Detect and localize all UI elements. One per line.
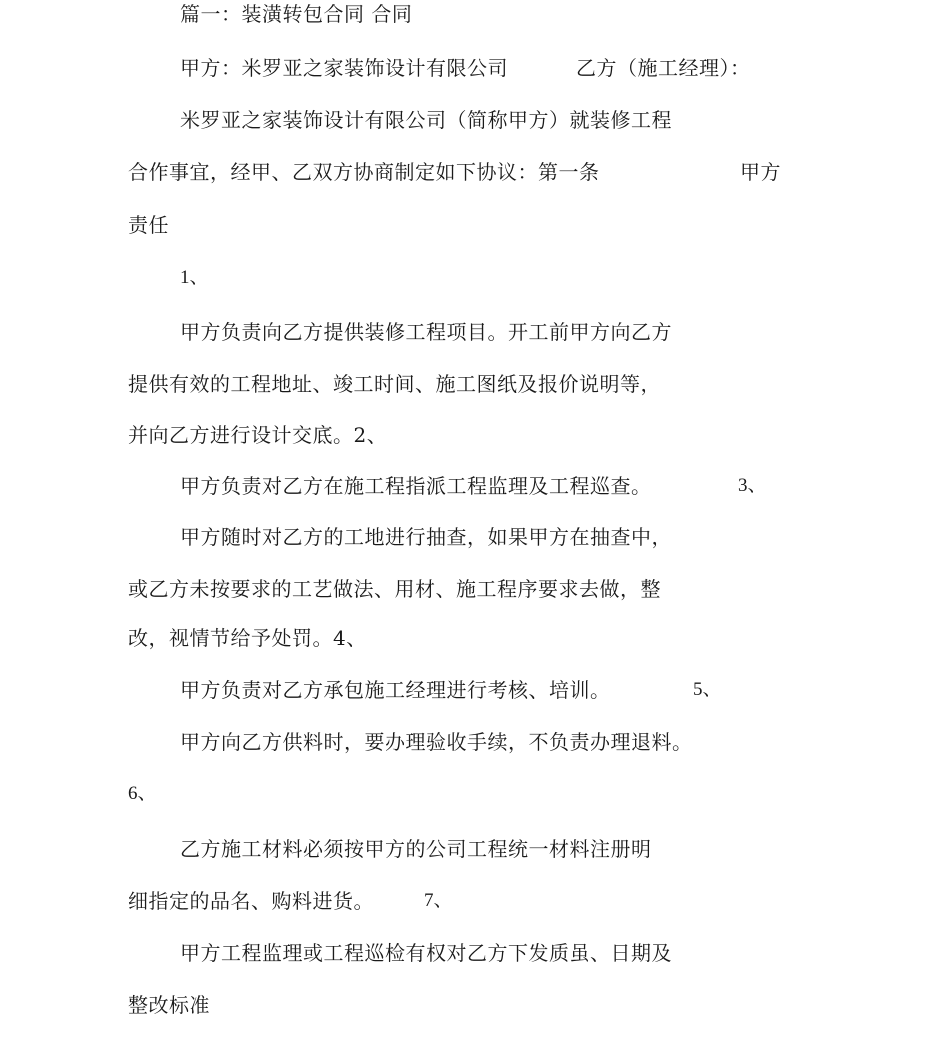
item-1-line-2: 提供有效的工程地址、竣工时间、施工图纸及报价说明等， [128,372,661,396]
document-title: 篇一：装潢转包合同 合同 [180,2,413,26]
item-6-number: 6、 [128,783,157,804]
intro-paragraph-line-2: 合作事宜，经甲、乙双方协商制定如下协议：第一条 [128,160,600,184]
item-5-number: 5、 [693,679,722,700]
item-1-number: 1、 [180,267,209,288]
intro-paragraph-line-1: 米罗亚之家装饰设计有限公司（简称甲方）就装修工程 [180,108,672,132]
item-3-number: 3、 [738,475,767,496]
item-6-line-2: 细指定的品名、购料进货。 [128,889,374,913]
item-7-number: 7、 [424,890,453,911]
item-3-line-3: 改，视情节给予处罚。4、 [128,626,367,650]
item-3-line-1: 甲方随时对乙方的工地进行抽查，如果甲方在抽查中， [180,525,672,549]
item-4-line: 甲方负责对乙方承包施工经理进行考核、培训。 [180,678,611,702]
intro-paragraph-line-2-right: 甲方 [740,160,781,184]
item-6-line-1: 乙方施工材料必须按甲方的公司工程统一材料注册明 [180,837,652,861]
item-3-line-2: 或乙方未按要求的工艺做法、用材、施工程序要求去做，整 [128,577,661,601]
party-b-line: 乙方（施工经理）： [576,56,751,80]
party-a-line: 甲方：米罗亚之家装饰设计有限公司 [180,56,508,80]
intro-paragraph-line-3: 责任 [128,213,169,237]
item-1-line-3: 并向乙方进行设计交底。2、 [128,423,388,447]
item-1-line-1: 甲方负责向乙方提供装修工程项目。开工前甲方向乙方 [180,320,672,344]
item-2-line: 甲方负责对乙方在施工程指派工程监理及工程巡查。 [180,474,652,498]
item-7-line-2: 整改标准 [128,993,210,1017]
item-5-line: 甲方向乙方供料时，要办理验收手续，不负责办理退料。 [180,730,693,754]
item-7-line-1: 甲方工程监理或工程巡检有权对乙方下发质虽、日期及 [180,941,672,965]
